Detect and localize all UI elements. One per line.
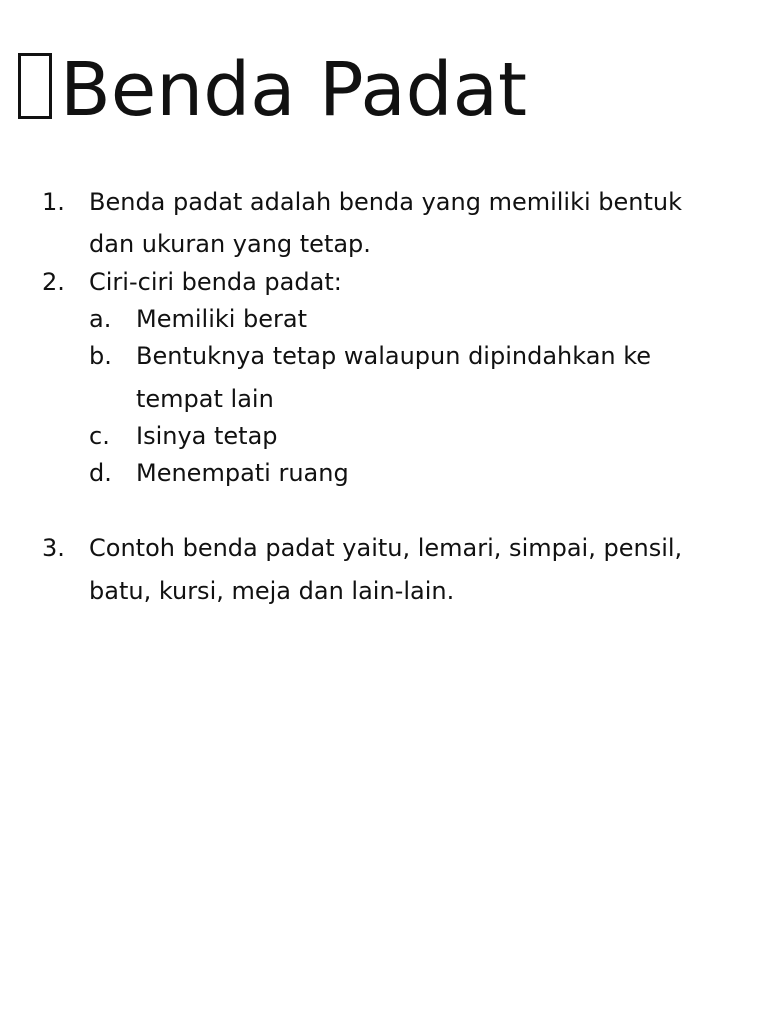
sublist-item-letter: b. — [89, 342, 112, 370]
list-item-number: 1. — [42, 188, 65, 216]
sublist-item-letter: c. — [89, 422, 110, 450]
sublist-item-letter: d. — [89, 459, 112, 487]
sublist-item-text: Menempati ruang — [136, 459, 349, 487]
sublist-item-text: Memiliki berat — [136, 305, 308, 333]
list-item-text: batu, kursi, meja dan lain-lain. — [89, 577, 455, 605]
list-item-number: 2. — [42, 268, 65, 296]
page-title — [18, 40, 527, 140]
missing-glyph-icon — [18, 53, 52, 119]
sublist-item-text: tempat lain — [136, 385, 274, 413]
sublist-item-text: Bentuknya tetap walaupun dipindahkan ke — [136, 342, 652, 370]
list-item-text: Contoh benda padat yaitu, lemari, simpai, pensil, — [89, 534, 683, 562]
sublist-item-letter: a. — [89, 305, 112, 333]
list-item-text: Ciri-ciri benda padat: — [89, 268, 342, 296]
sublist-item-text: Isinya tetap — [136, 422, 278, 450]
list-item-number: 3. — [42, 534, 65, 562]
page-title-text: Benda Padat — [60, 47, 528, 133]
list-item-text: Benda padat adalah benda yang memiliki bentuk — [89, 188, 683, 216]
list-item-text: dan ukuran yang tetap. — [89, 230, 371, 258]
